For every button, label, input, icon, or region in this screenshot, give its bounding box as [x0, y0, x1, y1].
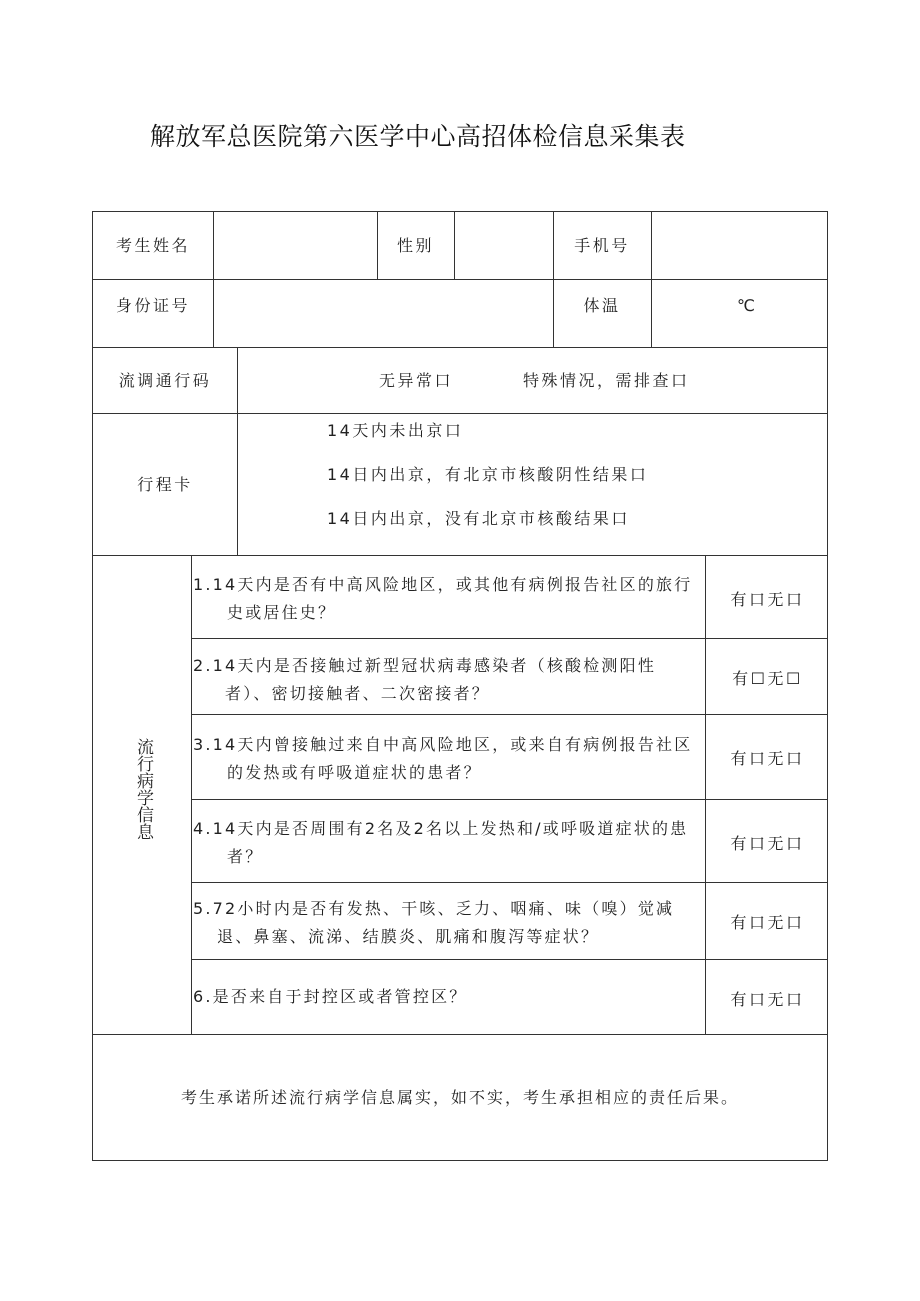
question-text: 4.14天内是否周围有2名及2名以上发热和/或呼吸道症状的患: [193, 819, 689, 838]
row-divider: [192, 882, 827, 883]
question-4: [193, 815, 705, 871]
question-6-options[interactable]: 有口无口: [730, 990, 805, 1009]
question-text-cont: 者）、密切接触者、二次密接者？: [225, 684, 491, 703]
question-2: [193, 652, 705, 708]
health-code-option-normal[interactable]: 无异常口: [379, 371, 454, 390]
question-5-options[interactable]: 有口无口: [730, 913, 805, 932]
pledge-text: 考生承诺所述流行病学信息属实，如不实，考生承担相应的责任后果。: [180, 1088, 739, 1107]
question-text: 2.14天内是否接触过新型冠状病毒感染者（核酸检测阳性: [193, 656, 657, 675]
row-divider: [192, 714, 827, 715]
id-label: 身份证号: [115, 296, 190, 315]
question-text: 3.14天内曾接触过来自中高风险地区，或来自有病例报告社区: [193, 735, 693, 754]
question-3-options[interactable]: 有口无口: [730, 749, 805, 768]
itinerary-option[interactable]: 14日内出京，没有北京市核酸结果口: [327, 509, 630, 528]
question-1-options[interactable]: 有口无口: [730, 590, 805, 609]
col-divider: [237, 347, 238, 555]
row-divider: [93, 1034, 827, 1035]
name-label: 考生姓名: [115, 236, 190, 255]
question-text: 6.是否来自于封控区或者管控区？: [193, 987, 468, 1006]
row-divider: [192, 638, 827, 639]
name-field[interactable]: [214, 212, 377, 279]
question-5: [193, 895, 705, 951]
temperature-field[interactable]: ℃: [737, 296, 758, 315]
row-divider: [93, 347, 827, 348]
row-divider: [93, 555, 827, 556]
col-divider: [553, 212, 554, 347]
info-form-table: [92, 211, 828, 1161]
question-text: 1.14天内是否有中高风险地区，或其他有病例报告社区的旅行: [193, 575, 693, 594]
page-title: 解放军总医院第六医学中心高招体检信息采集表: [150, 122, 686, 151]
question-4-options[interactable]: 有口无口: [730, 834, 805, 853]
question-1: [193, 571, 705, 627]
col-divider: [705, 555, 706, 1034]
phone-field[interactable]: [652, 212, 827, 279]
itinerary-option[interactable]: 14天内未出京口: [327, 421, 464, 440]
row-divider: [192, 799, 827, 800]
temperature-label: 体温: [583, 296, 621, 315]
question-text-cont: 史或居住史？: [227, 603, 337, 622]
health-code-option-special[interactable]: 特殊情况，需排查口: [523, 371, 690, 390]
question-text-cont: 的发热或有呼吸道症状的患者？: [227, 763, 482, 782]
id-number-field[interactable]: [214, 280, 553, 347]
question-3: [193, 731, 705, 787]
question-text-cont: 者？: [227, 847, 264, 866]
gender-label: 性别: [396, 236, 434, 255]
question-6: [193, 983, 705, 1011]
row-divider: [192, 959, 827, 960]
itinerary-option[interactable]: 14日内出京，有北京市核酸阴性结果口: [327, 465, 649, 484]
itinerary-label: 行程卡: [137, 475, 193, 494]
question-text-cont: 退、鼻塞、流涕、结膜炎、肌痛和腹泻等症状？: [217, 927, 600, 946]
epidemiology-label: 流行病学信息: [133, 738, 153, 840]
question-text: 5.72小时内是否有发热、干咳、乏力、咽痛、味（嗅）觉减: [193, 899, 675, 918]
row-divider: [93, 413, 827, 414]
gender-field[interactable]: [455, 212, 553, 279]
col-divider: [191, 555, 192, 1034]
question-2-options[interactable]: 有☐无☐: [732, 669, 803, 688]
phone-label: 手机号: [574, 236, 630, 255]
health-code-label: 流调通行码: [118, 371, 212, 390]
